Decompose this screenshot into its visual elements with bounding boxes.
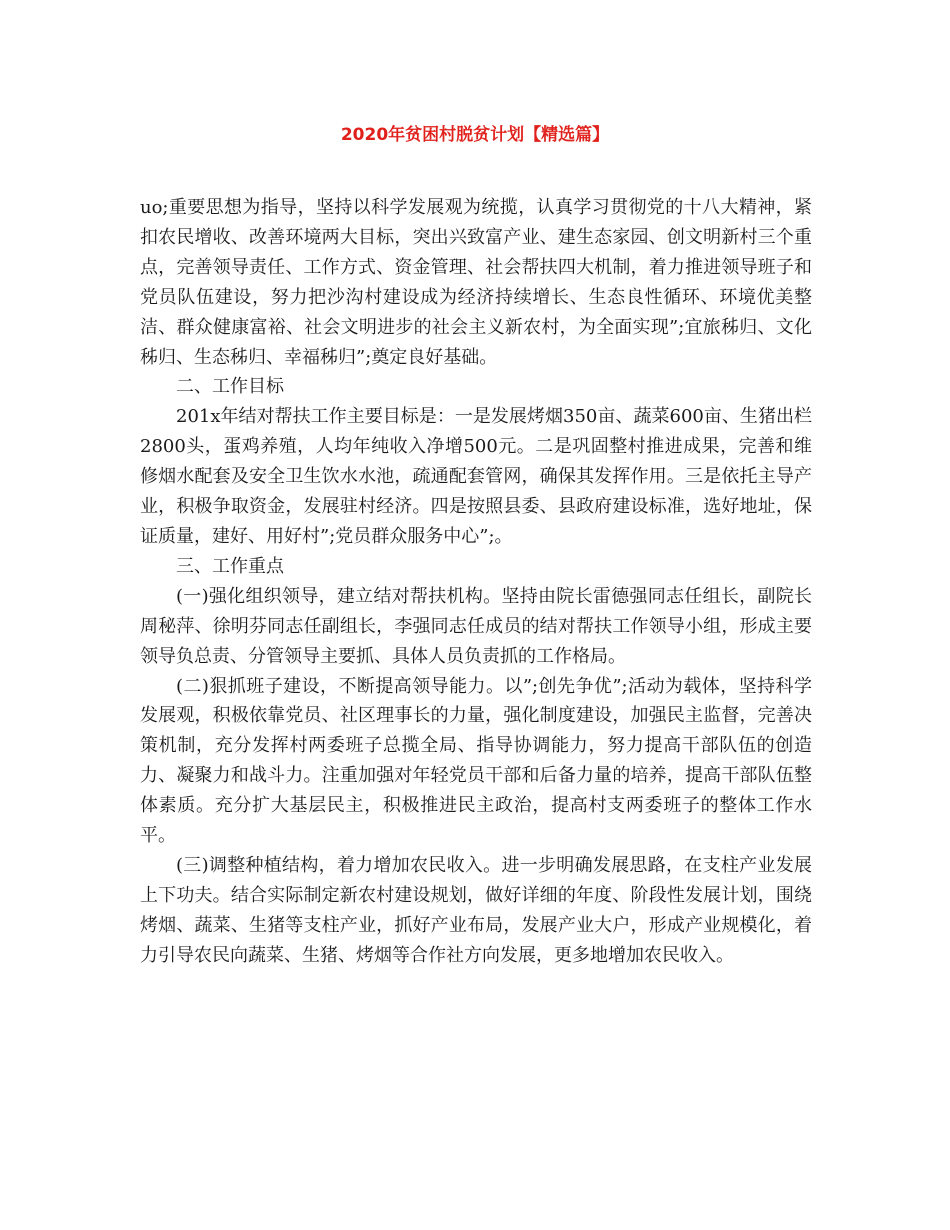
heading-work-focus: 三、工作重点: [176, 555, 284, 577]
paragraph-focus-3: (三)调整种植结构，着力增加农民收入。进一步明确发展思路，在支柱产业发展上下功夫。结合实际制定新农村建设规划，做好详细的年度、阶段性发展计划，围绕烤烟、蔬菜、生猪等支柱产业，抓好产业布局，发展产业大户，形成产业规模化，着力引导农民向蔬菜、生猪、烤烟等合作社方向发展，更多地增加农民收入。: [140, 854, 812, 966]
paragraph-intro: uo;重要思想为指导，坚持以科学发展观为统揽，认真学习贯彻党的十八大精神，紧扣农民增收、改善环境两大目标，突出兴致富产业、建生态家园、创文明新村三个重点，完善领导责任、工作方式、资金管理、社会帮扶四大机制，着力推进领导班子和党员队伍建设，努力把沙沟村建设成为经济持续增长、生态良性循环、环境优美整洁、群众健康富裕、社会文明进步的社会主义新农村，为全面实现”;宜旅秭归、文化秭归、生态秭归、幸福秭归”;奠定良好基础。: [140, 197, 812, 368]
paragraph-focus-2: (二)狠抓班子建设，不断提高领导能力。以”;创先争优”;活动为载体，坚持科学发展观，积极依靠党员、社区理事长的力量，强化制度建设，加强民主监督，完善决策机制，充分发挥村两委班子总揽全局、指导协调能力，努力提高干部队伍的创造力、凝聚力和战斗力。注重加强对年轻党员干部和后备力量的培养，提高干部队伍整体素质。充分扩大基层民主，积极推进民主政治，提高村支两委班子的整体工作水平。: [140, 675, 812, 847]
document-title: 2020年贫困村脱贫计划【精选篇】: [340, 125, 610, 145]
paragraph-work-goals: 201x年结对帮扶工作主要目标是：一是发展烤烟350亩、蔬菜600亩、生猪出栏2800头，蛋鸡养殖，人均年纯收入净增500元。二是巩固整村推进成果，完善和维修烟水配套及安全卫生饮水水池，疏通配套管网，确保其发挥作用。三是依托主导产业，积极争取资金，发展驻村经济。四是按照县委、县政府建设标准，选好地址，保证质量，建好、用好村”;党员群众服务中心”;。: [140, 406, 812, 547]
heading-work-goals: 二、工作目标: [176, 376, 284, 398]
paragraph-focus-1: (一)强化组织领导，建立结对帮扶机构。坚持由院长雷德强同志任组长，副院长周秘萍、徐明芬同志任副组长，李强同志任成员的结对帮扶工作领导小组，形成主要领导负总责、分管领导主要抓、具体人员负责抓的工作格局。: [140, 585, 812, 667]
document-body: [140, 193, 812, 971]
